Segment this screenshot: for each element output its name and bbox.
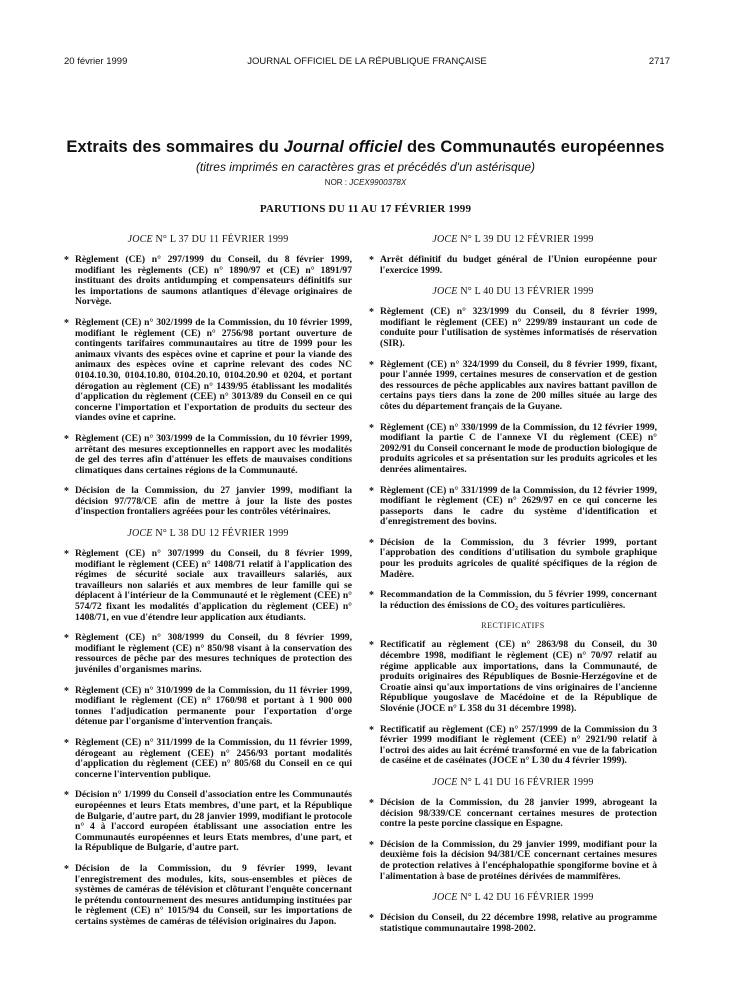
entry-text: Décision de la Commission, du 28 janvier 1999, abrogeant la décision 98/339/CE concernant certaines mesures de protection contre la peste porcine classique en Espagne. [380,796,657,830]
entry-list [369,255,657,276]
entry-text: Décision du Conseil, du 22 décembre 1998, relative au programme statistique communautaire 1998-2002. [380,912,657,934]
asterisk-marker: * [64,317,69,329]
section-number: N° L 40 DU 13 FÉVRIER 1999 [457,286,594,298]
joce-label: JOCE [432,234,458,245]
list-item [369,486,657,528]
page-title [40,138,691,157]
entry-text: Règlement (CE) n° 302/1999 de la Commission, du 10 février 1999, modifiant le règlement (CE) n° 2756/98 portant ouverture de contingents tarifaires communautaires au titre de 1999 pour les animaux vivants des espèces ovine et caprine et pour la viande des animaux des espèces ovine et caprine relevant des codes NC 0104.10.30, 0104.10.80, 0104.20.10, 0104.20.90 et 0204, et portant dérogation au règlement (CE) n° 1439/95 établissant les modalités d'application du règlement (CEE) n° 3013/89 du Conseil en ce qui concerne l'importation et l'exportation de produits du secteur des viandes ovine et caprine. [75,316,352,424]
asterisk-marker: * [369,307,374,319]
asterisk-marker: * [369,537,374,549]
asterisk-marker: * [369,422,374,434]
entry-text: Recommandation de la Commission, du 5 février 1999, concernant la réduction des émissions de CO₂ des voitures particulières. [380,589,657,611]
nor-reference [40,178,691,187]
joce-label: JOCE [127,234,153,245]
list-item [64,255,352,308]
nor-code: JCEX9900378X [349,178,407,187]
joce-label: JOCE [432,892,458,904]
joce-label: JOCE [432,286,458,298]
section-number: N° L 39 DU 12 FÉVRIER 1999 [457,234,594,245]
asterisk-marker: * [369,590,374,602]
asterisk-marker: * [64,685,69,697]
list-item [64,864,352,928]
entry-text: Règlement (CE) n° 303/1999 de la Commission, du 10 février 1999, arrêtant des mesures exceptionnelles en rapport avec les modalités de gel des terres afin d'atténuer les effets de mauvaises conditions climatiques dans certaines régions de la Communauté. [75,432,352,476]
right-column [369,226,657,944]
joce-label: JOCE [127,528,153,540]
asterisk-marker: * [369,485,374,497]
asterisk-marker: * [64,255,69,266]
entry-text: Règlement (CE) n° 311/1999 de la Commission, du 11 février 1999, dérogeant au règlement (CEE) n° 2456/93 portant modalités d'application du règlement (CEE) n° 805/68 du Conseil en ce qui concerne l'intervention publique. [75,736,352,780]
entry-text: Décision n° 1/1999 du Conseil d'association entre les Communautés européennes et leurs Etats membres, d'une part, et la République de Bulgarie, d'autre part, du 28 janvier 1999, modifiant le protocole n° 4 à l'accord européen établissant une association entre les Communautés européennes et leurs Etats membres, d'une part, et la République de Bulgarie, d'autre part. [75,789,352,854]
entry-text: Règlement (CE) n° 324/1999 du Conseil, du 8 février 1999, fixant, pour l'année 1999, certaines mesures de conservation et de gestion des ressources de pêche applicables aux navires battant pavillon de certains pays tiers dans la zone de 200 milles située au large des côtes du département français de la Guyane. [380,358,657,412]
asterisk-marker: * [369,724,374,736]
list-item [369,538,657,580]
entry-text: Règlement (CE) n° 310/1999 de la Commission, du 11 février 1999, modifiant le règlement (CE) n° 1760/98 et portant à 1 900 000 tonnes l'adjudication permanente pour l'exportation d'orge détenue par l'organisme d'intervention français. [75,684,352,728]
list-item [64,738,352,780]
section-heading [64,234,352,245]
list-item [369,798,657,830]
entry-text: Décision de la Commission, du 27 janvier 1999, modifiant la décision 97/778/CE afin de mettre à jour la liste des postes d'inspection frontaliers agréées pour les contrôles vétérinaires. [75,485,352,518]
entry-list [369,913,657,934]
nor-label: NOR : [324,178,348,187]
list-item [369,725,657,767]
header-date: 20 février 1999 [64,56,128,67]
list-item [369,360,657,413]
list-item [369,840,657,882]
list-item [64,686,352,728]
section-heading [369,777,657,788]
title-prefix: Extraits des sommaires du [66,138,284,156]
list-item [369,307,657,349]
asterisk-marker: * [369,797,374,809]
section-number: N° L 38 DU 12 FÉVRIER 1999 [152,528,289,540]
entry-text: Rectificatif au règlement (CE) n° 257/1999 de la Commission du 3 février 1999 modifiant le règlement (CEE) n° 2921/90 relatif à l'octroi des aides au lait écrémé transformé en vue de la fabrication de caséine et de caséinates (JOCE n° L 30 du 4 février 1999). [380,723,657,767]
list-item [369,913,657,934]
list-item [369,423,657,476]
entry-text: Règlement (CE) n° 331/1999 de la Commission, du 12 février 1999, modifiant le règlement (CE) n° 2629/97 en ce qui concerne les passeports dans le cadre du système d'identification et d'enregistrement des bovins. [380,484,657,528]
section-heading [369,234,657,245]
list-item [64,549,352,623]
asterisk-marker: * [64,486,69,498]
asterisk-marker: * [369,255,374,266]
list-item [64,434,352,476]
entry-text: Règlement (CE) n° 297/1999 du Conseil, du 8 février 1999, modifiant les règlements (CE) n° 1890/97 et (CE) n° 1891/97 instituant des droits antidumping et compensateurs définitifs sur les importations de saumons atlantiques d'élevage originaires de Norvège. [75,254,352,308]
list-item [64,633,352,675]
entry-text: Règlement (CE) n° 308/1999 du Conseil, du 8 février 1999, modifiant le règlement (CE) n° 850/98 visant à la conservation des ressources de pêche par des mesures techniques de protection des juvéniles d'organismes marins. [75,632,352,675]
asterisk-marker: * [369,359,374,371]
list-item [64,486,352,518]
asterisk-marker: * [64,790,69,802]
asterisk-marker: * [369,640,374,652]
entry-text: Décision de la Commission, du 29 janvier 1999, modifiant pour la deuxième fois la décision 94/381/CE concernant certaines mesures de protection relatives à l'encéphalopathie spongiforme bovine et à l'alimentation à base de protéines dérivées de mammifères. [380,838,657,882]
list-item [64,790,352,854]
asterisk-marker: * [64,863,69,875]
asterisk-marker: * [64,433,69,445]
list-item [369,590,657,611]
section-heading [369,286,657,297]
entry-text: Rectificatif au règlement (CE) n° 2863/98 du Conseil, du 30 décembre 1998, modifiant le règlement (CE) n° 70/97 relatif au régime applicable aux importations, dans la Communauté, de produits originaires des Républiques de Bosnie-Herzégovine et de Croatie ainsi qu'aux importations de vins originaires de l'ancienne République yougoslave de Macédoine et de la République de Slovénie (JOCE n° L 358 du 31 décembre 1998). [380,639,657,714]
asterisk-marker: * [64,633,69,645]
entry-text: Règlement (CE) n° 323/1999 du Conseil, du 8 février 1999, modifiant le règlement (CEE) n° 2299/89 instaurant un code de conduite pour l'utilisation de systèmes informatisés de réservation (SIR). [380,306,657,349]
rectificatifs-heading: RECTIFICATIFS [481,621,545,631]
asterisk-marker: * [369,839,374,851]
entry-list [369,798,657,882]
header-journal-title: JOURNAL OFFICIEL DE LA RÉPUBLIQUE FRANÇAISE [247,56,487,67]
entry-list [369,640,657,767]
entry-list [369,307,657,611]
asterisk-marker: * [369,913,374,925]
entry-text: Règlement (CE) n° 307/1999 du Conseil, du 8 février 1999, modifiant le règlement (CEE) n° 1408/71 relatif à l'application des régimes de sécurité sociale aux travailleurs salariés, aux travailleurs non salariés et aux membres de leur famille qui se déplacent à l'intérieur de la Communauté et le règlement (CEE) n° 574/72 fixant les modalités d'application du règlement (CEE) n° 1408/71, en vue d'étendre leur application aux étudiants. [75,548,352,623]
entry-list [64,255,352,518]
asterisk-marker: * [64,737,69,749]
list-item [369,640,657,714]
entry-text: Décision de la Commission, du 3 février 1999, portant l'approbation des conditions d'utilisation du symbole graphique pour les produits agricoles de qualité spécifiques de la région de Madère. [380,536,657,580]
header-page-number: 2717 [648,56,670,67]
section-heading [369,892,657,903]
section-heading [64,528,352,539]
section-number: N° L 42 DU 16 FÉVRIER 1999 [457,892,594,904]
section-number: N° L 37 DU 11 FÉVRIER 1999 [152,234,289,245]
entry-text: Décision de la Commission, du 9 février 1999, levant l'enregistrement des modules, kits, sous-ensembles et pièces de systèmes de caméras de télévision et clôturant l'enquête concernant le prétendu contournement des mesures antidumping instituées par le règlement (CE) n° 1015/94 du Conseil, sur les importations de certains systèmes de caméras de télévision originaires du Japon. [75,862,352,927]
page-subtitle: (titres imprimés en caractères gras et précédés d'un astérisque) [195,160,536,174]
joce-label: JOCE [432,776,458,788]
section-number: N° L 41 DU 16 FÉVRIER 1999 [457,776,594,788]
entry-list [64,549,352,927]
left-column [64,226,352,937]
list-item [369,255,657,276]
list-item [64,318,352,424]
entry-text: Règlement (CE) n° 330/1999 de la Commission, du 12 février 1999, modifiant la partie C de l'annexe VI du règlement (CEE) n° 2092/91 du Conseil concernant le mode de production biologique de produits agricoles et sa présentation sur les produits agricoles et les denrées alimentaires. [380,421,657,475]
entry-text: Arrêt définitif du budget général de l'Union européenne pour l'exercice 1999. [380,254,657,276]
parutions-heading: PARUTIONS DU 11 AU 17 FÉVRIER 1999 [259,203,472,215]
title-block [40,138,691,187]
title-suffix: des Communautés européennes [402,138,665,156]
title-italic: Journal officiel [283,138,403,156]
asterisk-marker: * [64,549,69,561]
